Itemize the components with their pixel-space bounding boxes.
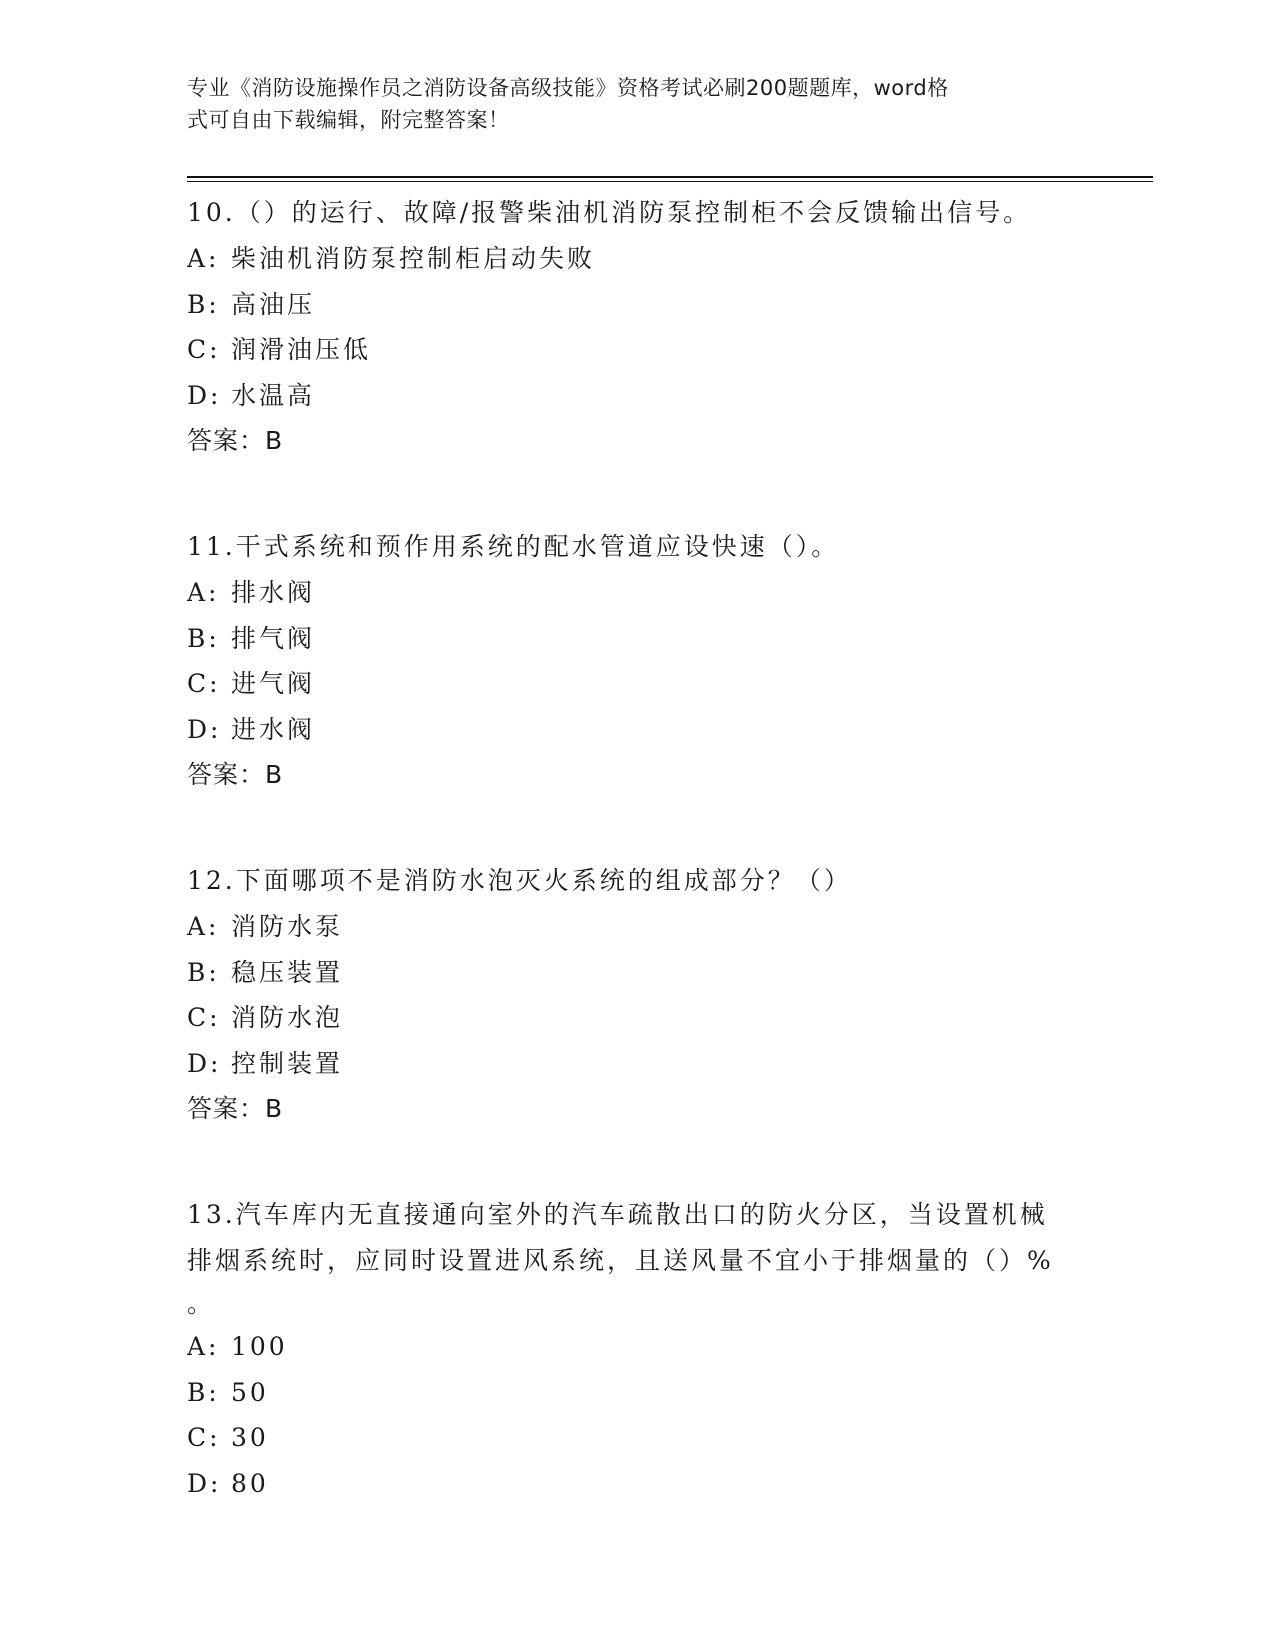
option-letter: C: bbox=[187, 1003, 221, 1032]
answer-line: 答案：B bbox=[187, 1094, 284, 1123]
option-text: 控制装置 bbox=[231, 1048, 344, 1078]
option-letter: A: bbox=[187, 244, 220, 273]
option-d bbox=[187, 1461, 1087, 1507]
option-d bbox=[187, 707, 1087, 753]
option-text: 润滑油压低 bbox=[231, 335, 372, 364]
question-stem-line-2: 排烟系统时，应同时设置进风系统，且送风量不宜小于排烟量的（）% bbox=[187, 1246, 1054, 1275]
option-text: 100 bbox=[231, 1332, 288, 1361]
option-text: 高油压 bbox=[231, 289, 316, 319]
option-letter: D: bbox=[187, 1048, 222, 1078]
header-line-2: 式可自由下载编辑，附完整答案！ bbox=[187, 108, 510, 132]
answer-line: 答案：B bbox=[187, 760, 284, 789]
option-text: 消防水泵 bbox=[231, 912, 344, 941]
option-b bbox=[187, 282, 1087, 328]
header-line-1: 专业《消防设施操作员之消防设备高级技能》资格考试必刷200题题库，word格 bbox=[187, 76, 949, 100]
option-letter: C: bbox=[187, 335, 221, 364]
option-text: 30 bbox=[231, 1423, 269, 1452]
option-letter: B: bbox=[187, 289, 220, 319]
question-13 bbox=[187, 1192, 1087, 1506]
option-text: 消防水泡 bbox=[231, 1003, 344, 1032]
question-spacer bbox=[187, 798, 1087, 858]
question-stem-line-1: 13.汽车库内无直接通向室外的汽车疏散出口的防火分区，当设置机械 bbox=[187, 1200, 1048, 1229]
option-letter: B: bbox=[187, 623, 220, 653]
option-letter: D: bbox=[187, 714, 222, 744]
option-letter: A: bbox=[187, 912, 220, 941]
option-d bbox=[187, 373, 1087, 419]
option-text: 进气阀 bbox=[231, 669, 316, 698]
option-d bbox=[187, 1041, 1087, 1087]
option-text: 水温高 bbox=[231, 380, 316, 410]
answer-line: 答案：B bbox=[187, 426, 284, 455]
option-letter: B: bbox=[187, 1377, 220, 1407]
option-a bbox=[187, 236, 1087, 282]
option-letter: C: bbox=[187, 669, 221, 698]
option-text: 进水阀 bbox=[231, 714, 316, 744]
option-letter: A: bbox=[187, 1332, 220, 1361]
option-c bbox=[187, 661, 1087, 707]
option-letter: C: bbox=[187, 1423, 221, 1452]
question-11 bbox=[187, 524, 1087, 798]
document-header bbox=[187, 72, 1067, 136]
option-a bbox=[187, 570, 1087, 616]
option-c bbox=[187, 1415, 1087, 1461]
question-10 bbox=[187, 190, 1087, 464]
question-spacer bbox=[187, 464, 1087, 524]
option-letter: D: bbox=[187, 1468, 222, 1498]
option-b bbox=[187, 950, 1087, 996]
option-b bbox=[187, 616, 1087, 662]
question-spacer bbox=[187, 1132, 1087, 1192]
option-c bbox=[187, 327, 1087, 373]
option-b bbox=[187, 1370, 1087, 1416]
option-a bbox=[187, 904, 1087, 950]
option-text: 80 bbox=[231, 1468, 269, 1498]
question-stem-line-3: 。 bbox=[187, 1289, 216, 1318]
option-a bbox=[187, 1324, 1087, 1370]
option-text: 柴油机消防泵控制柜启动失败 bbox=[231, 244, 596, 273]
question-stem: 12.下面哪项不是消防水泡灭火系统的组成部分？（） bbox=[187, 866, 852, 895]
question-stem: 10.（）的运行、故障/报警柴油机消防泵控制柜不会反馈输出信号。 bbox=[187, 198, 1032, 227]
option-text: 稳压装置 bbox=[231, 957, 344, 987]
option-letter: D: bbox=[187, 380, 222, 410]
question-list bbox=[187, 190, 1087, 1506]
question-stem: 11.干式系统和预作用系统的配水管道应设快速（）。 bbox=[187, 532, 840, 561]
option-text: 排气阀 bbox=[231, 623, 316, 653]
question-12 bbox=[187, 858, 1087, 1132]
option-c bbox=[187, 995, 1087, 1041]
option-letter: B: bbox=[187, 957, 220, 987]
option-letter: A: bbox=[187, 578, 220, 607]
header-divider-thin bbox=[187, 181, 1153, 182]
option-text: 排水阀 bbox=[231, 578, 316, 607]
header-divider-thick bbox=[187, 176, 1153, 178]
option-text: 50 bbox=[231, 1377, 269, 1407]
